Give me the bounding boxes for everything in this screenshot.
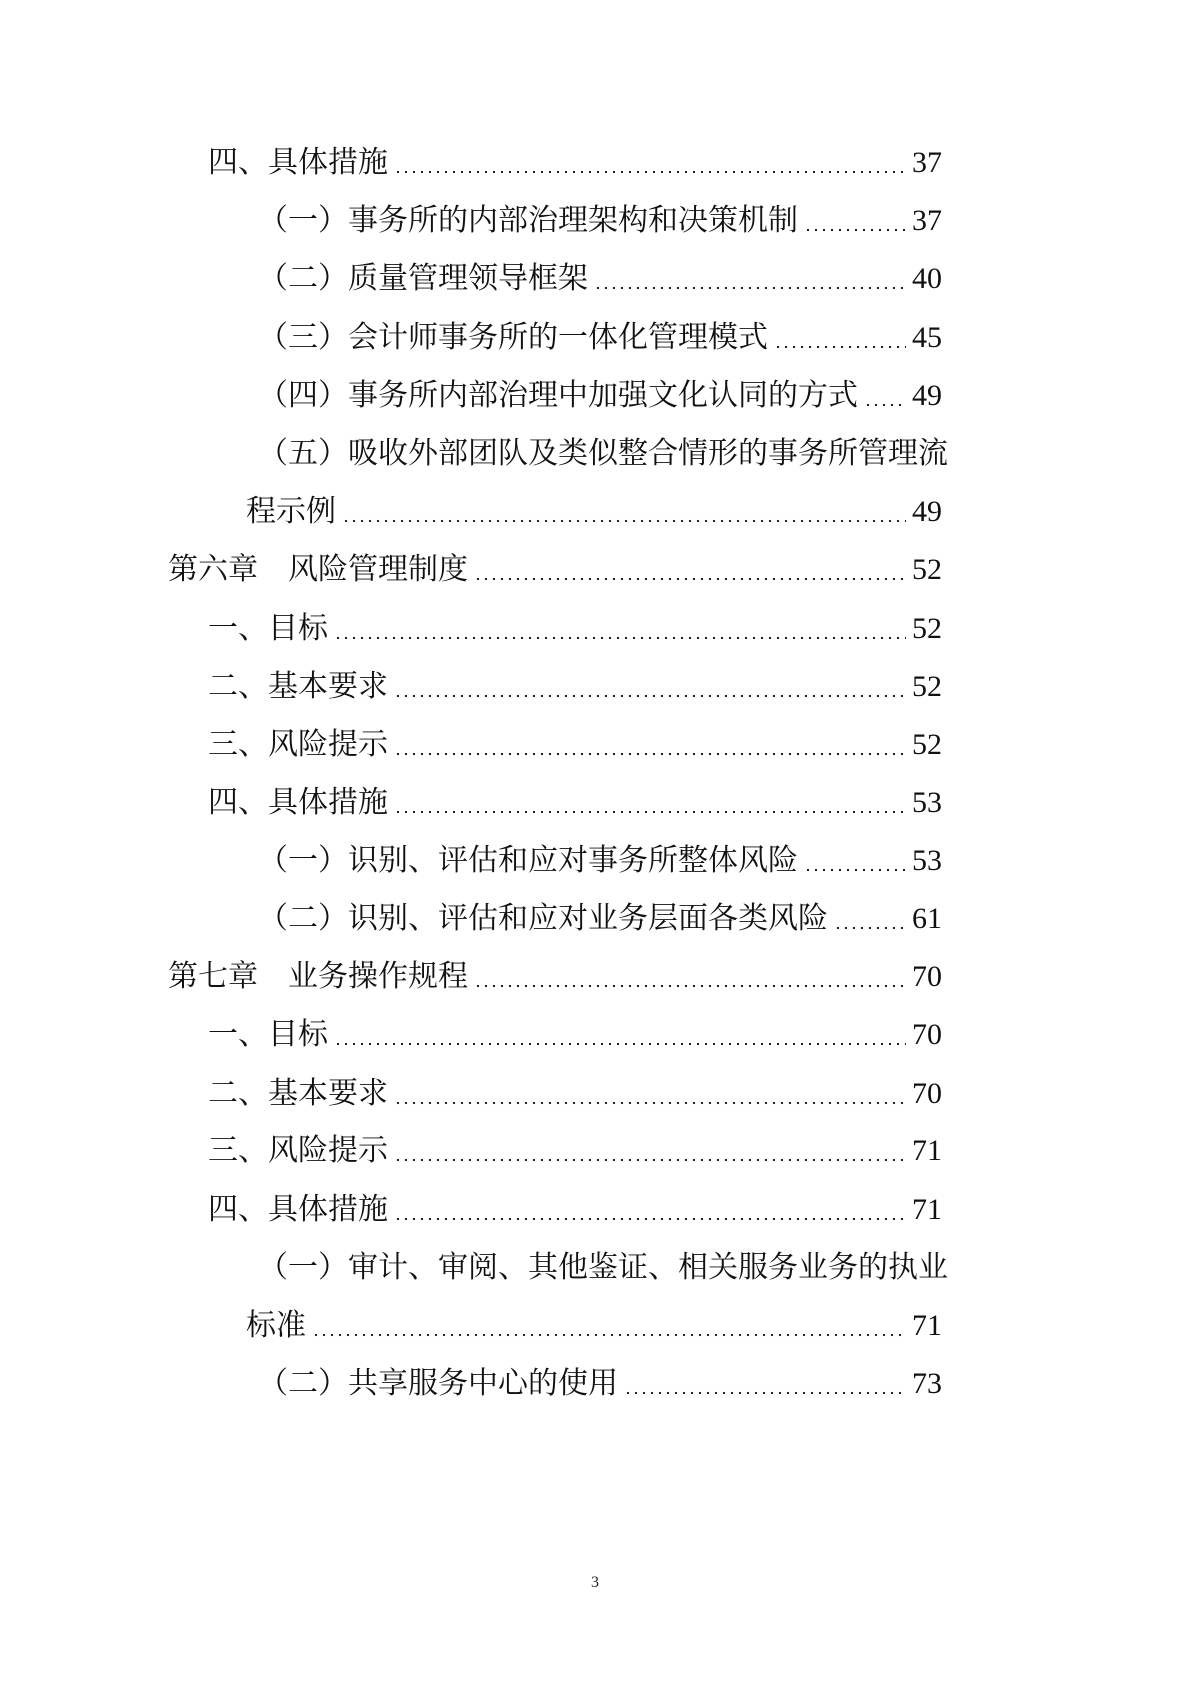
toc-entry-label: （二）质量管理领导框架 [258, 261, 588, 296]
toc-entry-label: 二、基本要求 [208, 1076, 388, 1111]
dot-leader [624, 1391, 906, 1395]
dot-leader [394, 1158, 906, 1162]
toc-entry[interactable] [208, 667, 942, 707]
dot-leader [804, 228, 906, 232]
toc-entry-label: 程示例 [246, 494, 336, 529]
toc-entry-page: 52 [912, 728, 942, 761]
toc-entry-page: 70 [912, 960, 942, 993]
dot-leader [342, 519, 906, 523]
dot-leader [834, 926, 906, 930]
toc-entry[interactable] [246, 492, 942, 532]
toc-entry-page: 53 [912, 844, 942, 877]
dot-leader [312, 1333, 906, 1337]
dot-leader [594, 286, 906, 290]
toc-entry[interactable] [208, 143, 942, 183]
toc-entry-label-line1[interactable]: （五）吸收外部团队及类似整合情形的事务所管理流 [258, 436, 948, 471]
toc-entry[interactable] [208, 725, 942, 765]
toc-entry[interactable] [258, 899, 942, 939]
dot-leader [394, 752, 906, 756]
toc-entry-label: 四、具体措施 [208, 1192, 388, 1227]
toc-entry[interactable] [208, 1015, 942, 1055]
dot-leader [334, 636, 906, 640]
toc-entry-label: （二）共享服务中心的使用 [258, 1366, 618, 1401]
dot-leader [334, 1042, 906, 1046]
dot-leader [474, 577, 906, 581]
dot-leader [394, 694, 906, 698]
toc-entry[interactable] [258, 841, 942, 881]
toc-entry[interactable] [258, 1364, 942, 1404]
toc-entry-label: （四）事务所内部治理中加强文化认同的方式 [258, 378, 858, 413]
dot-leader [804, 868, 906, 872]
dot-leader [394, 1101, 906, 1105]
toc-entry-page: 45 [912, 321, 942, 354]
toc-entry-label: 三、风险提示 [208, 727, 388, 762]
toc-entry-label: 第六章 风险管理制度 [168, 552, 468, 587]
toc-entry-label: 二、基本要求 [208, 669, 388, 704]
toc-entry-page: 71 [912, 1309, 942, 1342]
toc-entry-page: 53 [912, 786, 942, 819]
dot-leader [394, 1217, 906, 1221]
toc-entry-label: 三、风险提示 [208, 1133, 388, 1168]
toc-entry-label: 四、具体措施 [208, 145, 388, 180]
toc-entry-page: 49 [912, 495, 942, 528]
page-number: 3 [591, 1574, 599, 1591]
toc-entry-label: （三）会计师事务所的一体化管理模式 [258, 320, 768, 355]
toc-entry-page: 52 [912, 670, 942, 703]
dot-leader [474, 984, 906, 988]
toc-entry-page: 70 [912, 1018, 942, 1051]
toc-entry[interactable] [208, 1131, 942, 1171]
toc-entry-label: 一、目标 [208, 1017, 328, 1052]
toc-entry-page: 49 [912, 379, 942, 412]
toc-entry-page: 61 [912, 902, 942, 935]
toc-entry[interactable] [258, 259, 942, 299]
toc-entry-page: 40 [912, 262, 942, 295]
dot-leader [394, 810, 906, 814]
toc-entry[interactable] [208, 783, 942, 823]
toc-entry[interactable] [208, 609, 942, 649]
toc-entry[interactable] [258, 318, 942, 358]
toc-entry-label: 一、目标 [208, 611, 328, 646]
toc-entry[interactable] [208, 1190, 942, 1230]
dot-leader [864, 403, 906, 407]
toc-entry[interactable] [246, 1306, 942, 1346]
toc-entry-page: 71 [912, 1193, 942, 1226]
toc-entry-label: 标准 [246, 1308, 306, 1343]
dot-leader [394, 170, 906, 174]
toc-entry-page: 71 [912, 1134, 942, 1167]
toc-entry-page: 52 [912, 553, 942, 586]
toc-entry-label: 四、具体措施 [208, 785, 388, 820]
toc-entry[interactable] [258, 376, 942, 416]
toc-entry-page: 37 [912, 146, 942, 179]
toc-entry-page: 70 [912, 1077, 942, 1110]
toc-entry[interactable] [258, 201, 942, 241]
toc-entry-label: （二）识别、评估和应对业务层面各类风险 [258, 901, 828, 936]
toc-entry-page: 37 [912, 204, 942, 237]
toc-entry-label: 第七章 业务操作规程 [168, 959, 468, 994]
toc-chapter-entry[interactable] [168, 957, 942, 997]
toc-entry-label: （一）识别、评估和应对事务所整体风险 [258, 843, 798, 878]
toc-chapter-entry[interactable] [168, 550, 942, 590]
toc-entry-page: 52 [912, 612, 942, 645]
toc-entry[interactable] [208, 1074, 942, 1114]
toc-entry-page: 73 [912, 1367, 942, 1400]
toc-entry-label: （一）事务所的内部治理架构和决策机制 [258, 203, 798, 238]
dot-leader [774, 345, 906, 349]
toc-entry-label-line1[interactable]: （一）审计、审阅、其他鉴证、相关服务业务的执业 [258, 1250, 948, 1285]
